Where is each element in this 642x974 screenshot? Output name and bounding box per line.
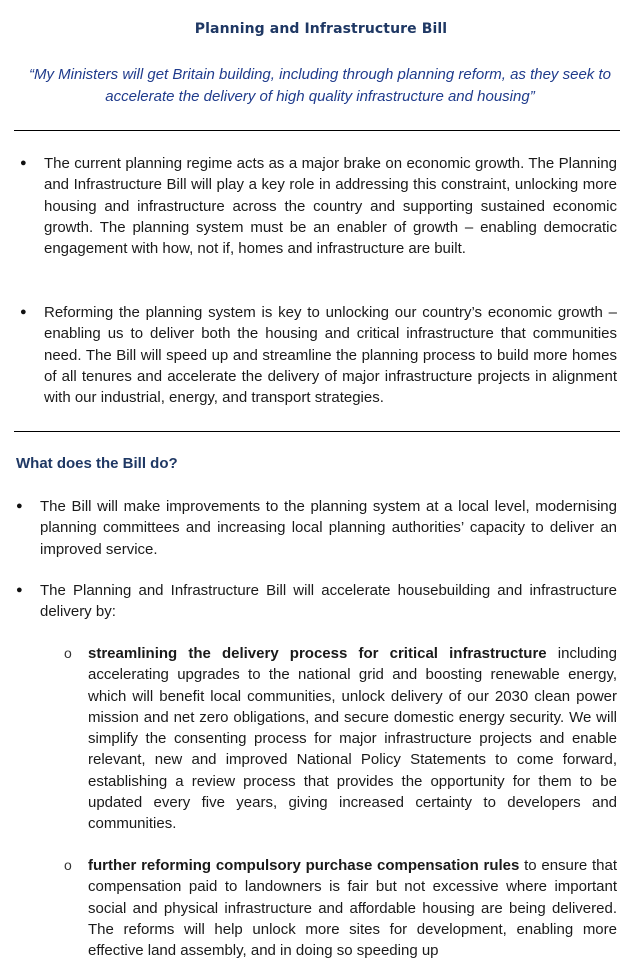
sub-bullet-lead: streamlining the delivery process for critical infrastructure xyxy=(88,645,547,662)
sub-bullet-text: to ensure that compensation paid to landowners is fair but not excessive where important social and physical infrastructure and affordable housing are being delivered. The reforms will help unlock more sites for development, enabling more effective land assembly, and in doing so speeding up xyxy=(88,857,617,960)
section-heading: What does the Bill do? xyxy=(16,455,178,472)
section-bullet: ● The Bill will make improvements to the planning system at a local level, modernising planning committees and increasing local planning authorities’ capacity to deliver an improved service. xyxy=(40,496,617,560)
intro-bullet: ● Reforming the planning system is key to unlocking our country’s economic growth – enabling us to deliver both the housing and critical infrastructure that communities need. The Bill will speed up and streamline the planning process to build more homes of all tenures and accelerate the delivery of major infrastructure projects in alignment with our industrial, energy, and transport strategies. xyxy=(44,302,617,408)
divider xyxy=(14,130,620,131)
divider xyxy=(14,431,620,432)
sub-bullet xyxy=(88,643,617,835)
sub-bullet xyxy=(88,855,617,961)
sub-bullet-lead: further reforming compulsory purchase compensation rules xyxy=(88,857,520,874)
document-title: Planning and Infrastructure Bill xyxy=(194,21,448,37)
sub-bullet-text: including accelerating upgrades to the national grid and boosting renewable energy, which will benefit local communities, unlock delivery of our 2030 clean power mission and net zero obligations, and secure domestic energy security. We will simplify the consenting process for major infrastructure projects and enable relevant, new and improved National Policy Statements to come forward, establishing a review process that provides the opportunity for them to be updated every five years, giving increased certainty to developers and communities. xyxy=(88,645,617,833)
intro-bullet: ● The current planning regime acts as a major brake on economic growth. The Planning and Infrastructure Bill will play a key role in addressing this constraint, unlocking more housing and infrastructure across the country and supporting sustained economic growth. The planning system must be an enabler of growth – enabling democratic engagement with how, not if, homes and infrastructure are built. xyxy=(44,153,617,259)
section-bullet: ● The Planning and Infrastructure Bill will accelerate housebuilding and infrastructure delivery by: xyxy=(40,580,617,623)
kings-speech-quote: “My Ministers will get Britain building, including through planning reform, as they seek to accelerate the delivery of high quality infrastructure and housing” xyxy=(29,66,611,105)
